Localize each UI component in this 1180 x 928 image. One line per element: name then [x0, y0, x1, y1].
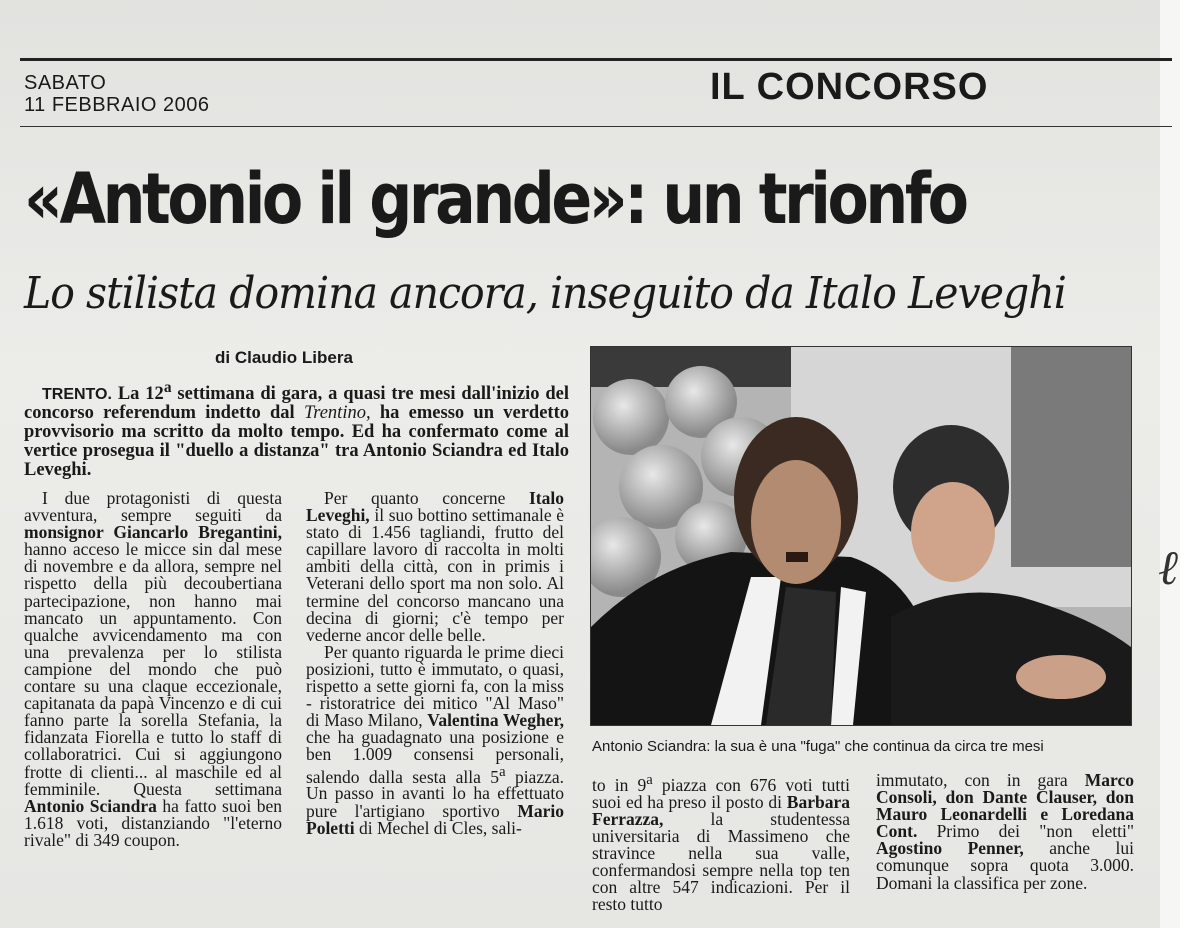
lead-text: La 12: [111, 384, 164, 405]
subheadline: Lo stilista domina ancora, inseguito da Italo Leveghi: [24, 268, 1066, 319]
photo: [590, 346, 1132, 726]
headline: «Antonio il grande»: un trionfo: [24, 158, 966, 240]
paper-edge: [1160, 0, 1180, 928]
article-column-2: [306, 490, 564, 837]
col2-bold: Mario Poletti: [306, 800, 564, 838]
photo-image: [591, 347, 1131, 725]
col3-ordinal: a: [646, 772, 653, 788]
article-column-1: [24, 490, 282, 849]
col4-bold: Agostino Penner,: [876, 838, 1024, 859]
dateline-day: SABATO: [24, 72, 107, 94]
article-column-4: [876, 772, 1134, 892]
lead-ordinal: a: [163, 379, 172, 396]
top-rule: [20, 58, 1172, 61]
col2-text: Per quanto concerne: [324, 488, 529, 508]
col3-text: la studentessa universitaria di Massimeno che stravince nella sua valle, confermandosi sempre nella top ten con altre 547 indicazioni. Per il resto tutto: [592, 809, 850, 915]
col2-bold: Valentina Wegher,: [427, 710, 564, 731]
col4-text: immutato, con in gara: [876, 770, 1085, 790]
lead-paragraph: [24, 378, 569, 480]
col2-text: che ha guadagnato una posizione e ben 1.009 consensi personali, salendo dalla sesta alla 5: [306, 727, 564, 787]
lead-city: TRENTO.: [42, 386, 112, 404]
col1-text: hanno acceso le micce sin dal mese di novembre e da allora, sempre nel rispetto della più decoubertiana partecipazione, non hanno mai mancato un appuntamento. Con qualche avvicendamento ma con una prevalenza per lo stilista campione del mondo che può contare su una claque eccezionale, capitanata da papà Vincenzo e di cui fanno parte la sorella Stefania, la fidanzata Fiorella e tutto lo staff di collaboratrici. Cui si aggiungono frotte di clienti... al maschile ed al femminile. Questa settimana: [24, 539, 282, 799]
col3-bold: Barbara Ferrazza,: [592, 791, 850, 830]
col4-text: Primo dei "non eletti": [917, 821, 1134, 842]
article-column-3: [592, 772, 850, 914]
lead-text: ha emesso un verdetto provvisorio ma scritto da molto tempo. Ed ha confermato come al vertice prosegua il "duello a distanza" tra Antonio Sciandra ed Italo Leveghi.: [24, 403, 569, 481]
col2-ordinal: a: [499, 763, 506, 780]
col1-text: ha fatto suoi ben 1.618 voti, distanziando "l'eterno rivale" di 349 coupon.: [24, 795, 282, 850]
col2-text: Per quanto riguarda le prime dieci posizioni, tutto è immutato, o quasi, rispetto a sette giorni fa, con la miss - ristoratrice dei mitico "Al Maso" di Maso Milano,: [306, 641, 564, 731]
col4-text: anche lui comunque sopra quota 3.000. Domani la classifica per zone.: [876, 838, 1134, 893]
col2-text: piazza. Un passo in avanti lo ha effettuato pure l'artigiano sportivo: [306, 766, 564, 821]
col3-text: to in 9: [592, 774, 647, 795]
header-rule: [20, 126, 1172, 127]
col2-bold: Italo Leveghi,: [306, 488, 564, 526]
col2-text: il suo bottino settimanale è stato di 1.456 tagliandi, frutto del capillare lavoro di raccolta in molti ambiti della città, con in primis i Veterani dello sport ma non solo. Al termine del concorso mancano una decina di giorni; c'è tempo per vederne ancor delle belle.: [306, 505, 564, 645]
col4-bold: Marco Consoli, don Dante Clauser, don Mauro Leonardelli e Loredana Cont.: [876, 770, 1134, 842]
section-title: IL CONCORSO: [710, 66, 989, 108]
lead-paper-name: Trentino,: [303, 403, 371, 424]
col1-text: I due protagonisti di questa avventura, sempre seguiti da: [24, 488, 282, 526]
photo-caption: Antonio Sciandra: la sua è una "fuga" che continua da circa tre mesi: [592, 738, 1044, 755]
byline: di Claudio Libera: [215, 348, 353, 367]
col1-bold: monsignor Giancarlo Bregantini,: [24, 522, 282, 543]
col1-bold: Antonio Sciandra: [24, 795, 157, 816]
col3-text: piazza con 676 voti tutti suoi ed ha preso il posto di: [592, 774, 850, 812]
col2-text: di Mechel di Cles, sali-: [354, 817, 522, 838]
lead-text: settimana di gara, a quasi tre mesi dall'inizio del concorso referendum indetto dal: [24, 384, 569, 424]
edge-mark: ℓ: [1158, 540, 1178, 596]
dateline: [24, 72, 210, 116]
dateline-date: 11 FEBBRAIO 2006: [24, 94, 210, 116]
